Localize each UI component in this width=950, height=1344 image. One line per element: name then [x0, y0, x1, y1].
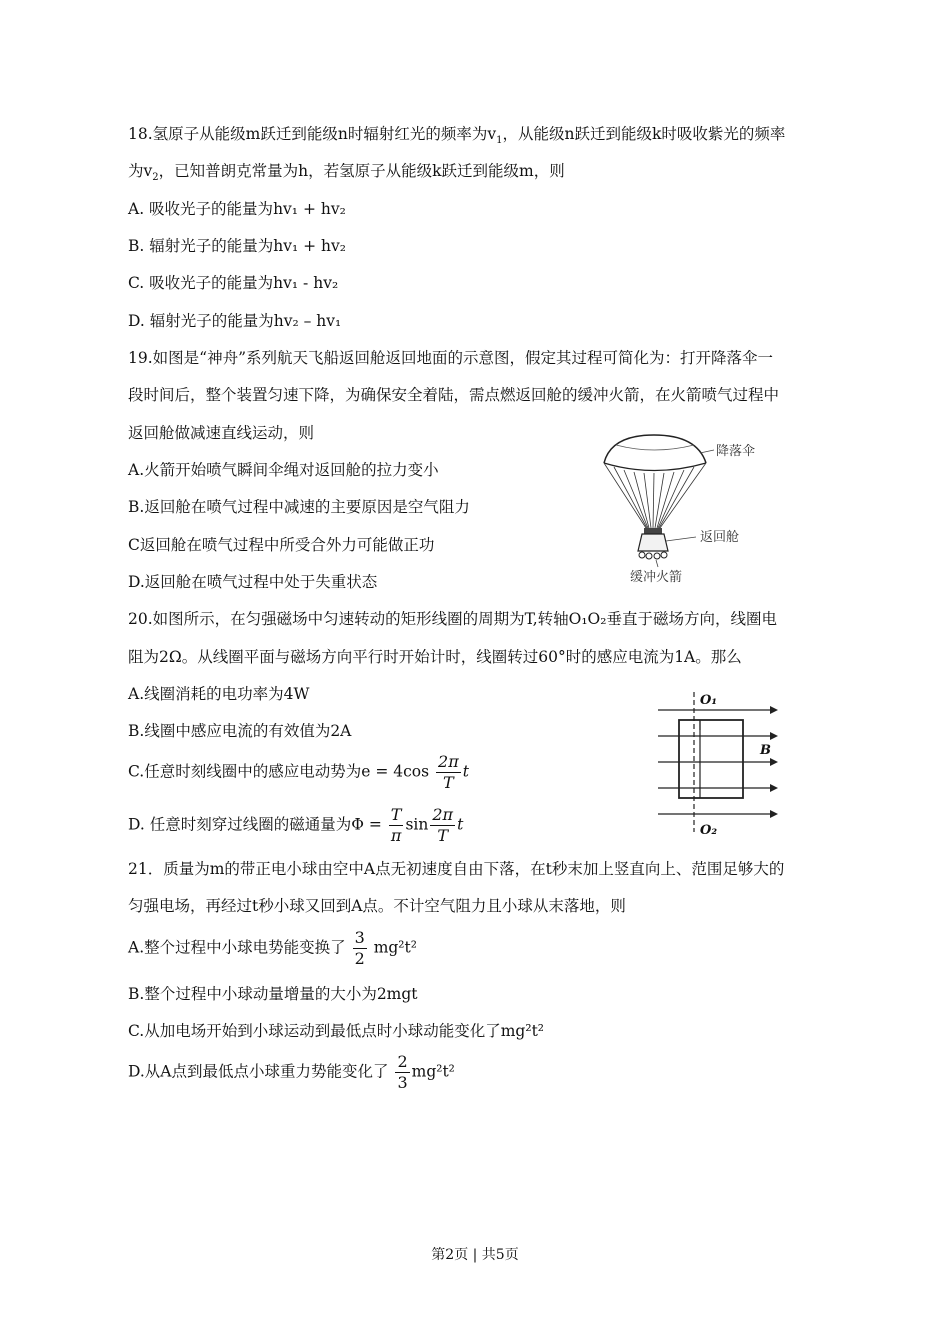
- q21-option-d: D.从A点到最低点小球重力势能变化了 $\frac{2}{3}$ mg²t²: [128, 1052, 455, 1092]
- q18-stem-line1: 18.氢原子从能级m跃迁到能级n时辐射红光的频率为$v_1$，从能级n跃迁到能级k时吸收紫光的频率: [128, 125, 786, 147]
- label-parachute: 降落伞: [716, 444, 756, 459]
- page-footer: 第2页 | 共5页: [431, 1247, 519, 1263]
- q20-option-b: B.线圈中感应电流的有效值为2A: [128, 722, 352, 740]
- q18-stem-line2: 为$v_2$，已知普朗克常量为h，若氢原子从能级k跃迁到能级m，则: [128, 162, 565, 184]
- q19-stem-line2: 段时间后，整个装置匀速下降，为确保安全着陆，需点燃返回舱的缓冲火箭，在火箭喷气过程中: [128, 386, 780, 404]
- q19-stem-line3: 返回舱做减速直线运动，则: [128, 424, 315, 442]
- label-b: B: [760, 743, 771, 758]
- q21-option-c: C.从加电场开始到小球运动到最低点时小球动能变化了mg²t²: [128, 1022, 545, 1040]
- q20-option-a: A.线圈消耗的电功率为4W: [128, 685, 310, 703]
- q21-option-b: B.整个过程中小球动量增量的大小为2mgt: [128, 985, 418, 1003]
- q18-option-c: C. 吸收光子的能量为hv₁ - hv₂: [128, 274, 339, 292]
- q18-option-a: A. 吸收光子的能量为hv₁ + hv₂: [128, 200, 346, 218]
- q19-stem-line1: 19.如图是“神舟”系列航天飞船返回舱返回地面的示意图，假定其过程可简化为：打开降落伞一: [128, 349, 774, 367]
- q20-stem-line1: 20.如图所示，在匀强磁场中匀速转动的矩形线圈的周期为T,转轴O₁O₂垂直于磁场方向，线圈电: [128, 610, 777, 628]
- q19-option-d: D.返回舱在喷气过程中处于失重状态: [128, 573, 378, 591]
- q20-stem-line2: 阻为2Ω。从线圈平面与磁场方向平行时开始计时，线圈转过60°时的感应电流为1A。那么: [128, 648, 742, 666]
- q21-stem-line1: 21．质量为m的带正电小球由空中A点无初速度自由下落，在t秒末加上竖直向上、范围足够大的: [128, 860, 785, 878]
- q21-stem-line2: 匀强电场，再经过t秒小球又回到A点。不计空气阻力且小球从末落地，则: [128, 897, 626, 915]
- label-capsule: 返回舱: [700, 530, 740, 545]
- parachute-figure: [596, 433, 786, 588]
- q21-option-a: A.整个过程中小球电势能变换了 $\frac{3}{2}$ mg²t²: [128, 928, 417, 968]
- q18-option-d: D. 辐射光子的能量为hv₂ – hv₁: [128, 312, 342, 330]
- label-o1: O₁: [700, 693, 718, 708]
- label-o2: O₂: [700, 823, 718, 838]
- q18-option-b: B. 辐射光子的能量为hv₁ + hv₂: [128, 237, 346, 255]
- q19-option-b: B.返回舱在喷气过程中减速的主要原因是空气阻力: [128, 498, 470, 516]
- q19-option-c: C返回舱在喷气过程中所受合外力可能做正功: [128, 536, 435, 554]
- q20-option-d: D. 任意时刻穿过线圈的磁通量为Φ = $\frac{T}{\pi}$ sin $\frac{2\pi}{T}$ t: [128, 805, 464, 845]
- label-rocket: 缓冲火箭: [630, 570, 683, 585]
- coil-figure: [652, 688, 782, 840]
- q20-option-c: C.任意时刻线圈中的感应电动势为e = 4cos $\frac{2\pi}{T}$ t: [128, 752, 469, 792]
- q19-option-a: A.火箭开始喷气瞬间伞绳对返回舱的拉力变小: [128, 461, 439, 479]
